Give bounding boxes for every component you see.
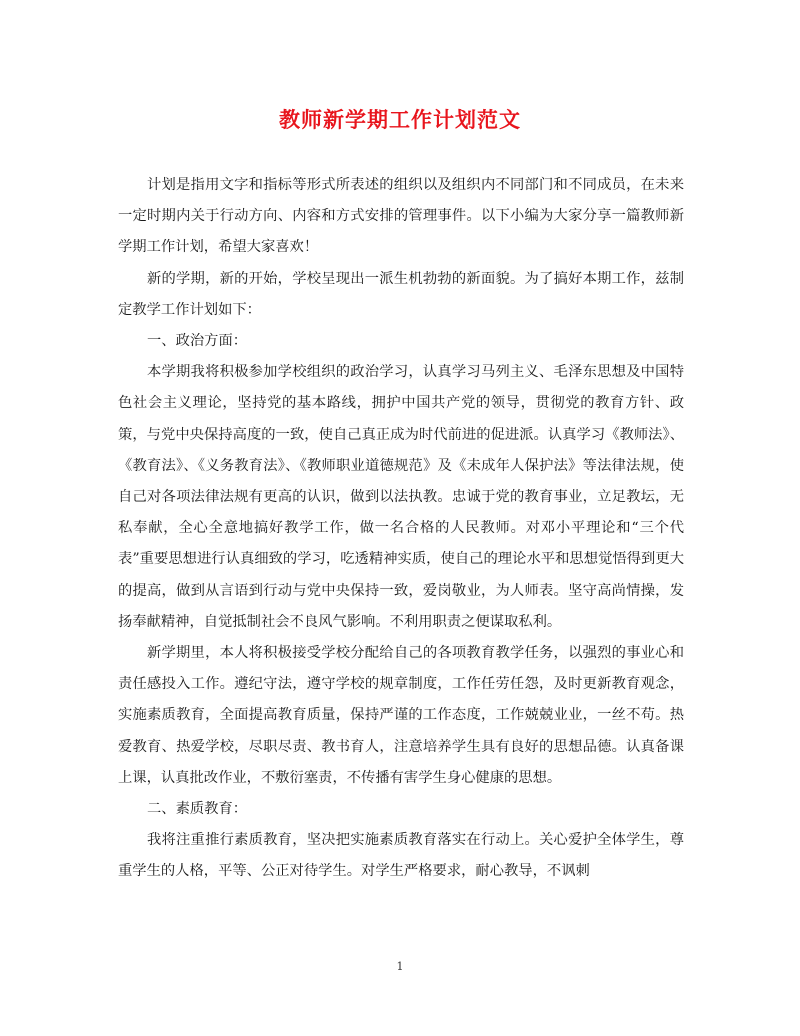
paragraph-opening: 新的学期，新的开始，学校呈现出一派生机勃勃的新面貌。为了搞好本期工作，兹制定教学工作计划如下： — [118, 270, 684, 318]
document-body — [118, 170, 684, 888]
section-heading-politics: 一、政治方面： — [147, 333, 248, 350]
paragraph-intro: 计划是指用文字和指标等形式所表述的组织以及组织内不同部门和不同成员，在未来一定时期内关于行动方向、内容和方式安排的管理事件。以下小编为大家分享一篇教师新学期工作计划，希望大家喜欢！ — [118, 177, 684, 256]
page-number: 1 — [396, 960, 404, 973]
paragraph-quality-education: 我将注重推行素质教育，坚决把实施素质教育落实在行动上。关心爱护全体学生，尊重学生的人格，平等、公正对待学生。对学生严格要求，耐心教导，不讽刺 — [118, 832, 684, 880]
section-heading-quality-education: 二、素质教育： — [147, 801, 248, 818]
paragraph-duties: 新学期里，本人将积极接受学校分配给自己的各项教育教学任务，以强烈的事业心和责任感投入工作。遵纪守法，遵守学校的规章制度，工作任劳任怨，及时更新教育观念，实施素质教育，全面提高教育质量，保持严谨的工作态度，工作兢兢业业，一丝不苟。热爱教育、热爱学校，尽职尽责、教书育人，注意培养学生具有良好的思想品德。认真备课上课，认真批改作业，不敷衍塞责，不传播有害学生身心健康的思想。 — [118, 645, 684, 786]
paragraph-politics: 本学期我将积极参加学校组织的政治学习，认真学习马列主义、毛泽东思想及中国特色社会主义理论，坚持党的基本路线，拥护中国共产党的领导，贯彻党的教育方针、政策，与党中央保持高度的一致，使自己真正成为时代前进的促进派。认真学习《教师法》、《教育法》、《义务教育法》、《教师职业道德规范》及《未成年人保护法》等法律法规，使自己对各项法律法规有更高的认识，做到以法执教。忠诚于党的教育事业，立足教坛，无私奉献，全心全意地搞好教学工作，做一名合格的人民教师。对邓小平理论和“三个代表”重要思想进行认真细致的学习，吃透精神实质，使自己的理论水平和思想觉悟得到更大的提高，做到从言语到行动与党中央保持一致，爱岗敬业，为人师表。坚守高尚情操，发扬奉献精神，自觉抵制社会不良风气影响。不利用职责之便谋取私利。 — [118, 364, 684, 630]
document-title: 教师新学期工作计划范文 — [279, 107, 521, 132]
